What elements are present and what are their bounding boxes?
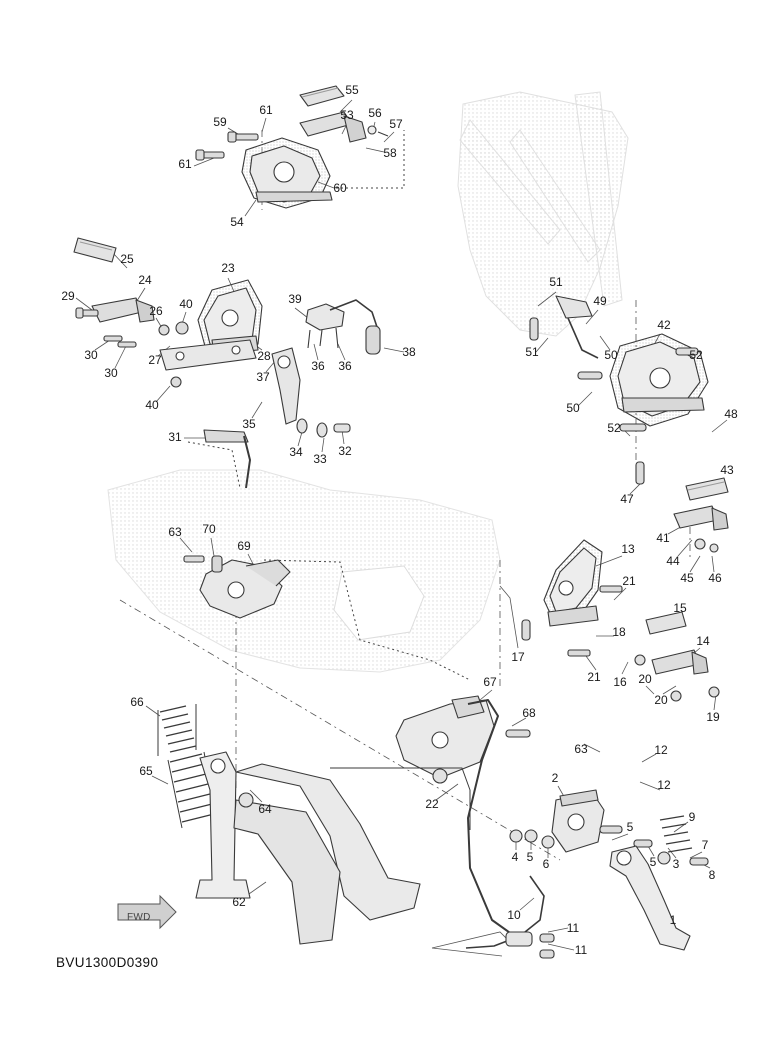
callout-number-52: 52 [607,421,621,435]
part-47-bolt [636,462,644,484]
callout-number-58: 58 [383,146,397,160]
callout-number-1: 1 [669,913,677,927]
callout-number-34: 34 [289,445,303,459]
callout-number-29: 29 [61,289,75,303]
callout-number-12: 12 [654,743,668,757]
callout-number-15: 15 [673,601,687,615]
callout-number-51: 51 [549,275,563,289]
part-41-footrest [674,506,728,552]
callout-number-52: 52 [689,348,703,362]
callout-number-36: 36 [338,359,352,373]
callout-number-54: 54 [230,215,244,229]
ghost-frame-body [108,470,500,672]
part-66-spring [158,704,196,756]
callout-number-21: 21 [622,574,636,588]
part-30-bolt [104,336,136,347]
callout-number-7: 7 [701,838,709,852]
part-61-bolt [196,150,224,160]
callout-number-10: 10 [507,908,521,922]
callout-number-31: 31 [168,430,182,444]
callout-number-19: 19 [706,710,720,724]
part-7-spring [660,816,692,852]
callout-number-33: 33 [313,452,327,466]
callout-number-26: 26 [149,304,163,318]
callout-number-5: 5 [626,820,634,834]
part-8-bolt [658,852,708,865]
callout-number-2: 2 [551,771,559,785]
callout-number-48: 48 [724,407,738,421]
callout-number-55: 55 [345,83,359,97]
callout-number-38: 38 [402,345,416,359]
callout-number-36: 36 [311,359,325,373]
part-24-footrest [92,298,154,322]
callout-number-68: 68 [522,706,536,720]
part-39-sensor-arm [306,300,380,354]
callout-number-42: 42 [657,318,671,332]
part-62-center-stand [196,752,420,944]
callout-number-50: 50 [566,401,580,415]
callout-number-57: 57 [389,117,403,131]
callout-number-59: 59 [213,115,227,129]
callout-number-35: 35 [242,417,256,431]
part-59-bolt [228,132,258,142]
callout-number-13: 13 [621,542,635,556]
callout-number-9: 9 [688,810,696,824]
callout-number-51: 51 [525,345,539,359]
part-15-footrest-pad [646,612,686,634]
callout-number-25: 25 [120,252,134,266]
callout-number-11: 11 [566,921,580,935]
callout-number-11: 11 [574,943,588,957]
part-13-bracket [544,540,602,626]
callout-number-50: 50 [604,348,618,362]
callout-number-69: 69 [237,539,251,553]
callout-number-5: 5 [526,850,534,864]
callout-number-24: 24 [138,273,152,287]
callout-number-63: 63 [574,742,588,756]
callout-number-39: 39 [288,292,302,306]
part-29-bolt [76,308,98,318]
callout-number-30: 30 [84,348,98,362]
callout-number-6: 6 [542,857,550,871]
callout-number-61: 61 [178,157,192,171]
callout-number-5: 5 [649,855,657,869]
part-54-bracket [242,138,332,208]
callout-number-28: 28 [257,349,271,363]
callout-number-16: 16 [613,675,627,689]
callout-number-30: 30 [104,366,118,380]
callout-number-41: 41 [656,531,670,545]
part-63-bolt [184,556,204,562]
callout-number-64: 64 [258,802,272,816]
part-4-washer [510,830,554,848]
part-27-plate [160,340,256,370]
callout-number-27: 27 [148,353,162,367]
part-43-footrest-pad [686,478,728,500]
callout-number-18: 18 [612,625,626,639]
callout-number-22: 22 [425,797,439,811]
callout-number-70: 70 [202,522,216,536]
callout-number-65: 65 [139,764,153,778]
callout-number-20: 20 [654,693,668,707]
callout-number-40: 40 [179,297,193,311]
fwd-label: FWD [127,912,151,923]
callout-number-62: 62 [232,895,246,909]
callout-number-63: 63 [168,525,182,539]
callout-number-45: 45 [680,571,694,585]
callout-number-3: 3 [672,857,680,871]
diagram-part-code: BVU1300D0390 [56,955,159,970]
callout-number-47: 47 [620,492,634,506]
callout-number-32: 32 [338,444,352,458]
callout-number-53: 53 [340,108,354,122]
callout-number-66: 66 [130,695,144,709]
callout-number-20: 20 [638,672,652,686]
callout-number-4: 4 [511,850,519,864]
callout-number-8: 8 [708,868,716,882]
callout-number-43: 43 [720,463,734,477]
callout-number-60: 60 [333,181,347,195]
callout-number-61: 61 [259,103,273,117]
callout-number-14: 14 [696,634,710,648]
callout-number-46: 46 [708,571,722,585]
callout-number-21: 21 [587,670,601,684]
callout-number-17: 17 [511,650,525,664]
part-35-shift-pedal [272,348,300,424]
callout-number-49: 49 [593,294,607,308]
part-34-washer [297,419,350,437]
part-2-bracket [552,790,604,852]
callout-number-40: 40 [145,398,159,412]
part-55-footrest-pad [300,86,344,106]
callout-number-56: 56 [368,106,382,120]
part-25-footrest-pad [74,238,116,262]
callout-number-23: 23 [221,261,235,275]
callout-number-12: 12 [657,778,671,792]
callout-number-67: 67 [483,675,497,689]
callout-number-44: 44 [666,554,680,568]
callout-number-37: 37 [256,370,270,384]
